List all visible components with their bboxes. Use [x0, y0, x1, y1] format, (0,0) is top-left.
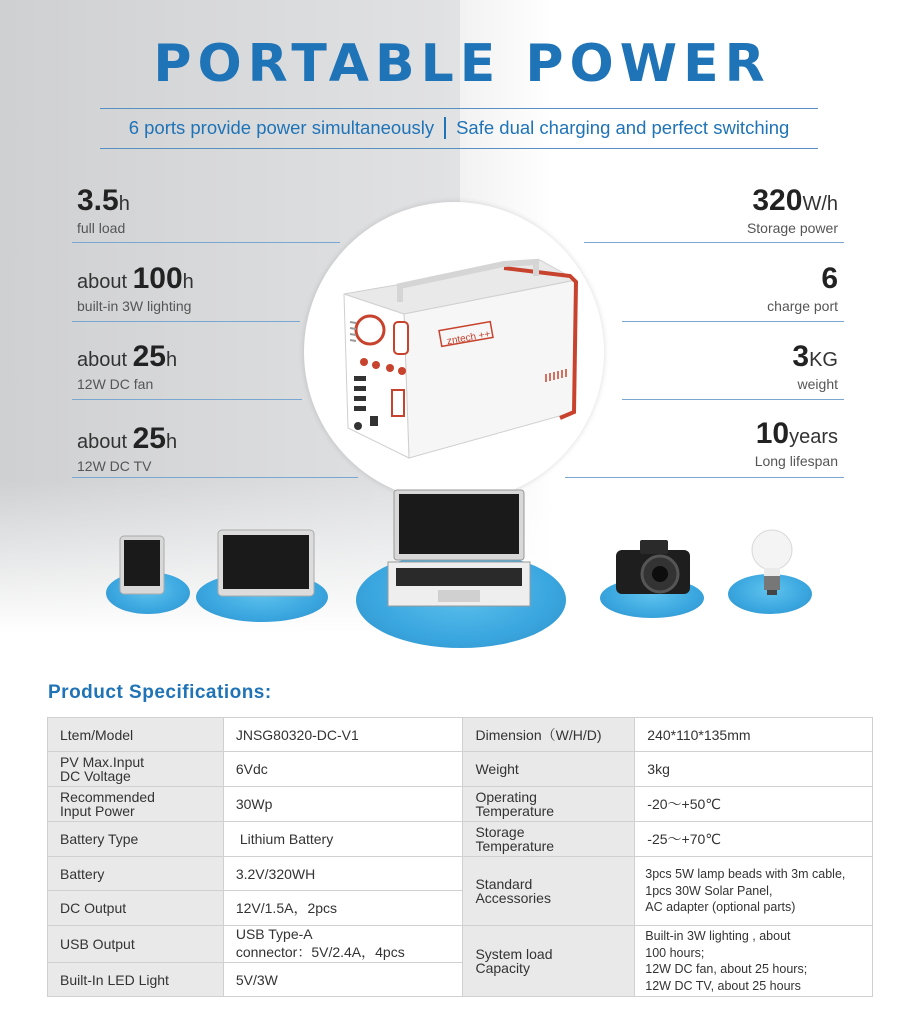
spec-value: 12V/1.5A，2pcs [223, 891, 463, 926]
spec-key: Weight [463, 752, 635, 787]
stat-ports [767, 262, 838, 314]
subtitle-top-rule [100, 108, 818, 109]
spec-value: Lithium Battery [223, 822, 463, 857]
stat-desc: charge port [767, 298, 838, 314]
spec-key: Ltem/Model [48, 718, 224, 752]
stat-value: 25 [132, 422, 166, 455]
stat-rule [622, 399, 844, 400]
spec-key: Battery [48, 857, 224, 891]
stat-rule [584, 242, 844, 243]
stat-rule [72, 399, 302, 400]
stat-unit: years [789, 426, 838, 448]
specs-table [47, 717, 873, 997]
stat-unit: W/h [802, 193, 838, 215]
stat-value: 10 [755, 417, 790, 450]
spec-value: -20～+50℃ [635, 787, 873, 822]
laptop-icon [386, 488, 532, 610]
specs-title: Product Specifications: [48, 682, 272, 703]
subtitle-separator [444, 117, 446, 139]
spec-key: Battery Type [48, 822, 224, 857]
spec-value: 240*110*135mm [635, 718, 873, 752]
stat-desc: weight [797, 376, 838, 392]
spec-value: -25～+70℃ [635, 822, 873, 857]
stat-value: 100 [132, 262, 183, 295]
stat-value: 320 [752, 184, 803, 217]
spec-value: Built-in 3W lighting , about 100 hours; 12W DC fan, about 25 hours; 12W DC TV, about 25 hours [635, 926, 873, 997]
table-row [48, 787, 873, 822]
stat-value: 6 [821, 262, 838, 295]
stat-unit: h [118, 193, 130, 215]
spec-value: USB Type-A connector：5V/2.4A，4pcs [223, 926, 463, 963]
stat-value: 3.5 [77, 184, 119, 217]
subtitle-right: Safe dual charging and perfect switching [456, 117, 790, 138]
stat-tv: about 25h 12W DC TV [77, 422, 178, 474]
table-row [48, 822, 873, 857]
spec-key: Recommended Input Power [48, 787, 224, 822]
page-title: PORTABLE POWER [153, 34, 771, 94]
spec-key: Storage Temperature [463, 822, 635, 857]
stat-lighting: about 100h built-in 3W lighting [77, 262, 194, 314]
table-row [48, 718, 873, 752]
spec-key: PV Max.Input DC Voltage [48, 752, 224, 787]
stat-desc: Storage power [746, 220, 838, 236]
subtitle-left: 6 ports provide power simultaneously [128, 117, 435, 138]
table-row [48, 857, 873, 891]
stat-unit: h [182, 271, 194, 293]
stat-desc: 12W DC fan [77, 376, 154, 392]
stat-rule [622, 321, 844, 322]
spec-value: 3pcs 5W lamp beads with 3m cable, 1pcs 30W Solar Panel, AC adapter (optional parts) [635, 857, 873, 926]
spec-value: 6Vdc [223, 752, 463, 787]
stat-fan: about 25h 12W DC fan [77, 340, 178, 392]
spec-value: 30Wp [223, 787, 463, 822]
stat-rule [72, 242, 340, 243]
camera-icon [614, 538, 692, 598]
spec-value: 3kg [635, 752, 873, 787]
table-row [48, 752, 873, 787]
spec-key: DC Output [48, 891, 224, 926]
stat-desc: full load [77, 220, 126, 236]
table-row [48, 926, 873, 963]
stat-weight [792, 340, 838, 392]
stat-unit: KG [809, 349, 838, 371]
stat-value: 25 [132, 340, 166, 373]
stat-unit: h [165, 349, 178, 371]
stat-rule [565, 477, 844, 478]
spec-key: Built-In LED Light [48, 963, 224, 997]
stat-value: 3 [792, 340, 810, 373]
brand-logo: zntech ++ [446, 328, 492, 348]
spec-key: Operating Temperature [463, 787, 635, 822]
stat-desc: 12W DC TV [77, 458, 152, 474]
stat-lifespan [755, 417, 838, 469]
subtitle [100, 117, 818, 139]
spec-key: Standard Accessories [463, 857, 635, 926]
stat-full-load [77, 184, 130, 236]
stat-desc: Long lifespan [754, 453, 838, 469]
subtitle-bottom-rule [100, 148, 818, 149]
stat-storage [747, 184, 838, 236]
stat-unit: h [165, 431, 178, 453]
spec-value: 5V/3W [223, 963, 463, 997]
tablet-icon [216, 528, 316, 598]
stat-desc: built-in 3W lighting [77, 298, 192, 314]
product-spotlight [304, 202, 604, 502]
spec-key: Dimension（W/H/D) [463, 718, 635, 752]
spec-key: USB Output [48, 926, 224, 963]
smartphone-icon [118, 534, 168, 596]
spec-key: System load Capacity [463, 926, 635, 997]
light-bulb-icon [748, 528, 796, 598]
spec-value: 3.2V/320WH [223, 857, 463, 891]
stat-rule [72, 321, 300, 322]
power-station-image [304, 202, 604, 502]
spec-value: JNSG80320-DC-V1 [223, 718, 463, 752]
